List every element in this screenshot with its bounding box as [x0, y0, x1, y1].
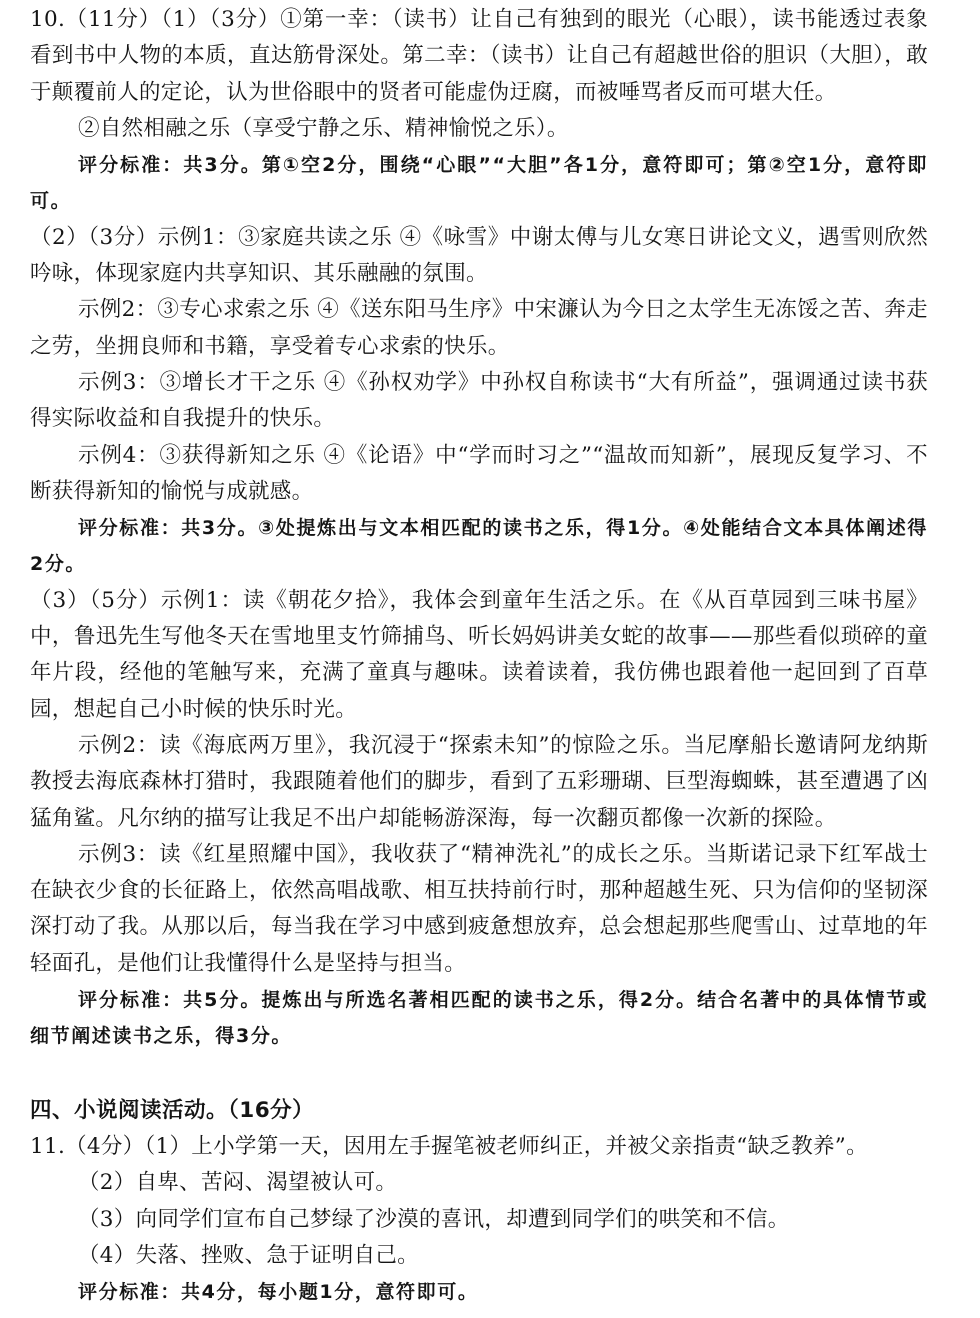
- q10-part3-example3: 示例3：读《红星照耀中国》，我收获了“精神洗礼”的成长之乐。当斯诺记录下红军战士在缺衣少食的长征路上，依然高唱战歌、相互扶持前行时，那种超越生死、只为信仰的坚韧深深打动了我。从那以后，每当我在学习中感到疲惫想放弃，总会想起那些爬雪山、过草地的年轻面孔，是他们让我懂得什么是坚持与担当。: [30, 841, 928, 976]
- answer-page: [30, 2, 928, 1310]
- q10-part2-example4: 示例4：③获得新知之乐 ④《论语》中“学而时习之”“温故而知新”，展现反复学习、不断获得新知的愉悦与成就感。: [30, 442, 928, 504]
- q10-part3-example1: （3）（5分）示例1：读《朝花夕拾》，我体会到童年生活之乐。在《从百草园到三味书屋》中，鲁迅先生写他冬天在雪地里支竹筛捕鸟、听长妈妈讲美女蛇的故事——那些看似琐碎的童年片段，经他的笔触写来，充满了童真与趣味。读着读着，我仿佛也跟着他一起回到了百草园，想起自己小时候的快乐时光。: [30, 587, 928, 722]
- q11-answer-2: （2）自卑、苦闷、渴望被认可。: [78, 1170, 398, 1196]
- q10-part1-answer: 10.（11分）（1）（3分）①第一幸：（读书）让自己有独到的眼光（心眼），读书能透过表象看到书中人物的本质，直达筋骨深处。第二幸：（读书）让自己有超越世俗的胆识（大胆），敢于颠覆前人的定论，认为世俗眼中的贤者可能虚伪迂腐，而被唾骂者反而可堪大任。: [30, 7, 928, 105]
- q10-part2-example3: 示例3：③增长才干之乐 ④《孙权劝学》中孙权自称读书“大有所益”，强调通过读书获得实际收益和自我提升的快乐。: [30, 369, 928, 432]
- q10-part1-scoring: 评分标准：共3分。第①空2分，围绕“心眼”“大胆”各1分，意符即可；第②空1分，意符即可。: [30, 154, 928, 213]
- q11-answer-3: （3）向同学们宣布自己梦绿了沙漠的喜讯，却遭到同学们的哄笑和不信。: [78, 1206, 790, 1232]
- section-4-heading: 四、小说阅读活动。（16分）: [30, 1097, 315, 1123]
- q10-part1-blank2: ②自然相融之乐（享受宁静之乐、精神愉悦之乐）。: [78, 115, 569, 141]
- q10-part3-example2: 示例2：读《海底两万里》，我沉浸于“探索未知”的惊险之乐。当尼摩船长邀请阿龙纳斯教授去海底森林打猎时，我跟随着他们的脚步，看到了五彩珊瑚、巨型海蜘蛛，甚至遭遇了凶猛角鲨。凡尔纳的描写让我足不出户却能畅游深海，每一次翻页都像一次新的探险。: [30, 732, 928, 831]
- q10-part3-scoring: 评分标准：共5分。提炼出与所选名著相匹配的读书之乐，得2分。结合名著中的具体情节或细节阐述读书之乐，得3分。: [30, 989, 928, 1048]
- q11-scoring: 评分标准：共4分，每小题1分，意符即可。: [78, 1281, 479, 1304]
- q10-part2-example1: （2）（3分）示例1：③家庭共读之乐 ④《咏雪》中谢太傅与儿女寒日讲论文义，遇雪则欣然吟咏，体现家庭内共享知识、其乐融融的氛围。: [30, 224, 928, 287]
- q10-part2-scoring: 评分标准：共3分。③处提炼出与文本相匹配的读书之乐，得1分。④处能结合文本具体阐述得2分。: [30, 517, 928, 576]
- q11-answer-1: 11.（4分）（1）上小学第一天，因用左手握笔被老师纠正，并被父亲指责“缺乏教养”。: [30, 1133, 868, 1159]
- section-gap: [30, 1055, 928, 1093]
- q11-answer-4: （4）失落、挫败、急于证明自己。: [78, 1242, 419, 1268]
- q10-part2-example2: 示例2：③专心求索之乐 ④《送东阳马生序》中宋濂认为今日之太学生无冻馁之苦、奔走之劳，坐拥良师和书籍，享受着专心求索的快乐。: [30, 297, 928, 359]
